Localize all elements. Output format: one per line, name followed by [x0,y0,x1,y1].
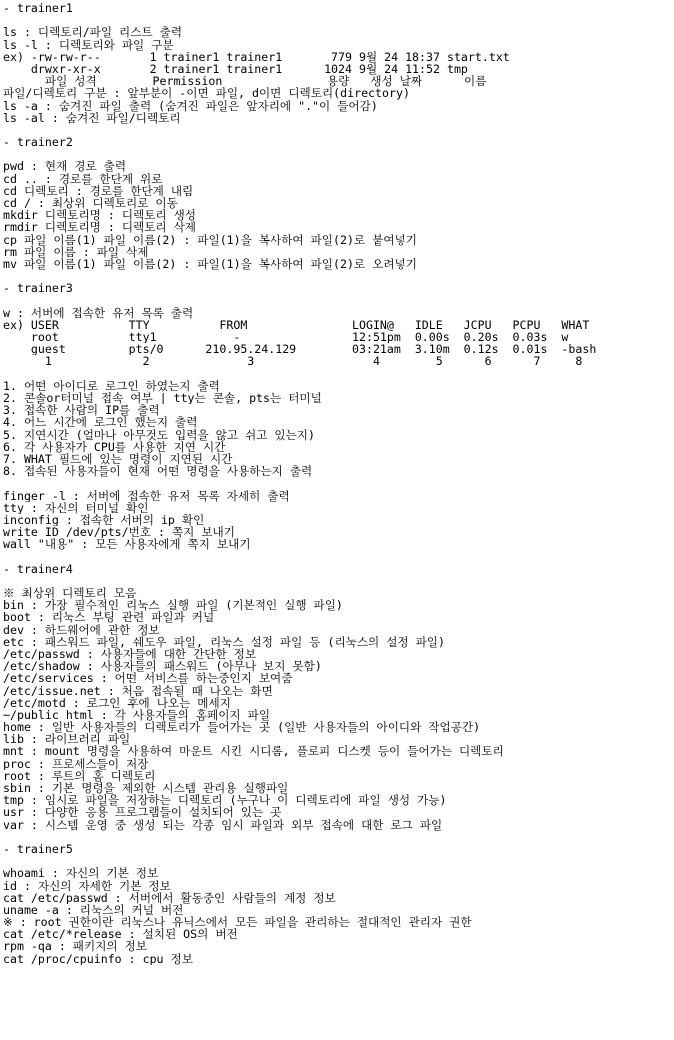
text-line: /etc/issue.net : 처음 접속될 때 나오는 화면 [3,684,273,697]
text-line: whoami : 자신의 기본 정보 [3,867,159,880]
text-line: id : 자신의 자세한 기본 정보 [3,879,171,892]
text-line [3,270,674,282]
text-line [3,124,674,136]
text-line: 1. 어떤 아이디로 로그인 하였는지 출력 [3,379,220,392]
text-line [3,295,674,307]
text-line: cat /etc/passwd : 서버에서 활동중인 사람들의 계정 정보 [3,891,336,904]
text-line: cp 파일 이름(1) 파일 이름(2) : 파일(1)을 복사하여 파일(2)로 붙여넣기 [3,233,417,246]
text-line: rpm -qa : 패키지의 정보 [3,940,147,953]
text-line: ex) USER TTY FROM LOGIN@ IDLE JCPU PCPU WHAT [3,318,590,332]
text-line: 3. 접속한 사람의 IP를 출력 [3,404,160,417]
text-line: 7. WHAT 필드에 있는 명령이 지연된 시간 [3,452,233,466]
text-line: bin : 가장 필수적인 리눅스 실행 파일 (기본적인 실행 파일) [3,599,343,612]
text-line: 파일 성격 Permission 용량 생성 날짜 이름 [3,75,487,88]
text-line: 파일/디렉토리 구분 : 앞부분이 -이면 파일, d이면 디렉토리(directory) [3,87,410,100]
text-line: /etc/passwd : 사용자들에 대한 간단한 정보 [3,647,257,661]
text-line: guest pts/0 210.95.24.129 03:21am 3.10m 0.12s 0.01s -bash [3,343,597,356]
text-line: 5. 지연시간 (얼마나 아무것도 입력을 않고 쉬고 있는지) [3,428,315,441]
text-line: /etc/services : 어떤 서비스를 하는중인지 보여줌 [3,672,293,685]
text-line: var : 시스템 운영 중 생성 되는 각종 임시 파일과 외부 접속에 대한 로그 파일 [3,818,443,831]
text-line: /etc/shadow : 사용자들의 패스워드 (아무나 보지 못함) [3,660,322,673]
text-line: proc : 프로세스들이 저장 [3,757,149,770]
text-line: rmdir 디렉토리명 : 디렉토리 삭제 [3,221,196,234]
text-line: cd 디렉토리 : 경로를 한단계 내림 [3,184,194,197]
section-heading: - trainer1 [3,2,73,15]
text-line: ※ 최상위 디렉토리 모음 [3,587,137,600]
text-line: usr : 다양한 응용 프로그램들이 설치되어 있는 곳 [3,806,282,819]
text-line: home : 일반 사용자들의 디렉토리가 들어가는 곳 (일반 사용자들의 아이디와 작업공간) [3,721,481,734]
text-line: 1 2 3 4 5 6 7 8 [3,355,583,368]
text-line: mkdir 디렉토리명 : 디렉토리 생성 [3,209,196,222]
text-line: pwd : 현재 경로 출력 [3,160,127,173]
text-line: ※ : root 권한이란 리눅스나 유닉스에서 모든 파일을 관리하는 절대적인 관리자 권한 [3,916,472,929]
text-line [3,477,674,489]
text-line: cd / : 최상위 디렉토리로 이동 [3,197,178,210]
text-line [3,831,674,843]
text-line: tty : 자신의 터미널 확인 [3,501,149,514]
text-line: boot : 리눅스 부팅 관련 파일과 커널 [3,611,215,624]
text-line: etc : 패스워드 파일, 쉐도우 파일, 리눅스 설정 파일 등 (리눅스의 설정 파일) [3,635,445,648]
text-line: ex) -rw-rw-r-- 1 trainer1 trainer1 779 9월 24 18:37 start.txt [3,50,510,63]
text-line: finger -l : 서버에 접속한 유저 목록 자세히 출력 [3,489,290,502]
text-line [3,550,674,562]
text-line: 8. 접속된 사용자들이 현재 어떤 명령을 사용하는지 출력 [3,465,313,478]
text-line: 2. 콘솔or터미널 접속 여부 | tty는 콘솔, pts는 터미널 [3,392,322,405]
text-line [3,855,674,867]
text-line: ~/public_html : 각 사용자들의 홈페이지 파일 [3,708,271,722]
text-line: root : 루트의 홈 디렉토리 [3,769,156,782]
section-heading: - trainer2 [3,136,73,149]
text-line [3,575,674,587]
text-line: 6. 각 사용자가 CPU를 사용한 지연 시간 [3,440,226,453]
text-line: drwxr-xr-x 2 trainer1 trainer1 1024 9월 24 11:52 tmp [3,62,468,76]
text-line: /etc/motd : 로그인 후에 나오는 메세지 [3,696,231,709]
text-line: 4. 어느 시간에 로그인 했는지 출력 [3,416,198,429]
text-line [3,14,674,26]
text-line: ls -al : 숨겨진 파일/디렉토리 [3,111,181,124]
text-line [3,368,674,380]
text-line: mv 파일 이름(1) 파일 이름(2) : 파일(1)을 복사하여 파일(2)로 오려넣기 [3,257,417,271]
text-line: write ID /dev/pts/번호 : 쪽지 보내기 [3,526,235,539]
text-line: w : 서버에 접속한 유저 목록 출력 [3,306,194,319]
text-line: cat /proc/cpuinfo : cpu 정보 [3,952,193,965]
text-line: wall "내용" : 모든 사용자에게 쪽지 보내기 [3,538,251,551]
text-line: inconfig : 접속한 서버의 ip 확인 [3,513,205,527]
text-line: tmp : 임시로 파일을 저장하는 디렉토리 (누구나 이 디렉토리에 파일 생성 가능) [3,794,447,807]
text-line: lib : 라이브러리 파일 [3,733,131,746]
text-line: uname -a : 리눅스의 커널 버전 [3,903,184,917]
section-heading: - trainer4 [3,562,73,575]
text-line: rm 파일 이름 : 파일 삭제 [3,245,149,258]
section-heading: - trainer5 [3,842,73,856]
section-heading: - trainer3 [3,282,73,295]
text-line: dev : 하드웨어에 관한 정보 [3,623,160,636]
text-line: cd .. : 경로를 한단계 위로 [3,172,163,185]
text-line: root tty1 - 12:51pm 0.00s 0.20s 0.03s w [3,331,569,344]
text-line: ls -l : 디렉토리와 파일 구분 [3,38,174,51]
text-line: ls -a : 숨겨진 파일 출력 (숨겨진 파일은 앞자리에 "."이 들어감) [3,99,378,112]
text-line: sbin : 기본 명령을 제외한 시스템 관리용 실행파일 [3,782,289,795]
text-line: cat /etc/*release : 설치된 OS의 버전 [3,928,238,941]
text-line: ls : 디렉토리/파일 리스트 출력 [3,26,183,39]
text-line [3,148,674,160]
text-line: mnt : mount 명령을 사용하여 마운트 시킨 시디롬, 플로피 디스켓 등이 들어가는 디렉토리 [3,745,504,758]
